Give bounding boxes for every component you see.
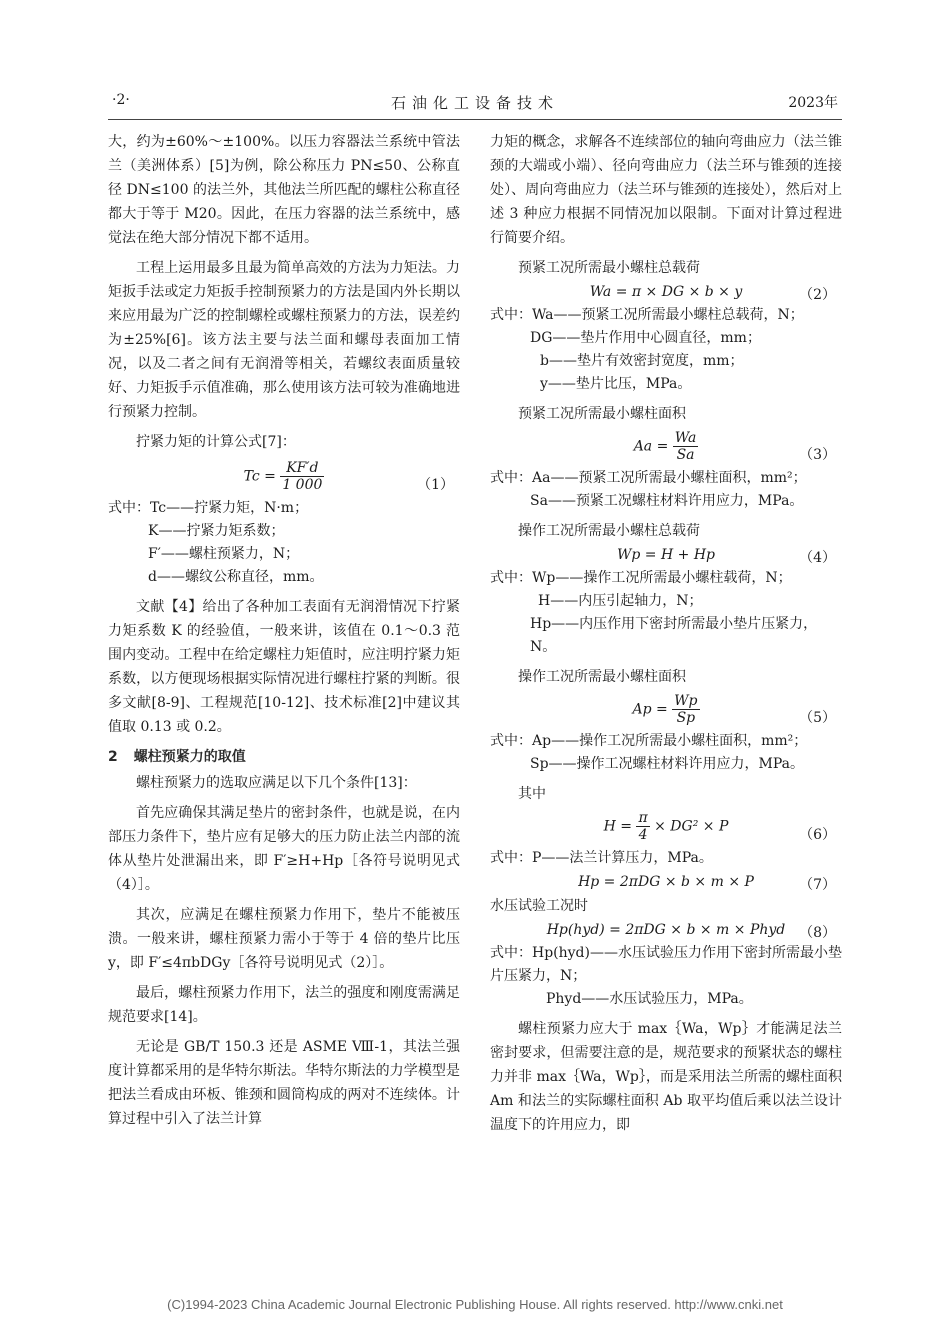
variable-def: 式中：P——法兰计算压力，MPa。 [490, 850, 713, 866]
paragraph: 其次，应满足在螺柱预紧力作用下，垫片不能被压溃。一般来讲，螺柱预紧力需小于等于 4 倍的垫片比压 y，即 F′≤4πbDGy［各符号说明见式（2）］。 [108, 907, 460, 971]
paragraph: 螺柱预紧力应大于 max｛Wa，Wp｝才能满足法兰密封要求，但需要注意的是，规范要求的预紧状态的螺柱力并非 max｛Wa，Wp｝，而是采用法兰所需的螺柱面积 Am 和法兰的实际螺柱面积 Ab 取平均值后乘以法兰设计温度下的许用应力，即 [490, 1021, 842, 1133]
equation-6 [490, 810, 842, 843]
paragraph: 文献【4】给出了各种加工表面有无润滑情况下拧紧力矩系数 K 的经验值，一般来讲，该值在 0.1～0.3 范围内变动。工程中在给定螺柱力矩值时，应注明拧紧力矩系数，以方便现场根据实际情况进行螺柱拧紧的判断。很多文献[8-9]、工程规范[10-12]、技术标准[2]中建议其值取 0.13 或 0.2。 [108, 599, 460, 735]
equation-body: Wa = π × DG × b × y [589, 284, 743, 300]
variable-list [490, 467, 842, 513]
fraction-denominator: Sa [676, 447, 695, 463]
variable-def: y——垫片比压，MPa。 [540, 376, 692, 392]
variable-def: DG——垫片作用中心圆直径，mm； [530, 330, 761, 346]
equation-4 [490, 547, 842, 566]
fraction-denominator: 4 [638, 827, 648, 843]
paragraph: 力矩的概念，求解各不连续部位的轴向弯曲应力（法兰锥颈的大端或小端）、径向弯曲应力（法兰环与锥颈的连接处）、周向弯曲应力（法兰环与锥颈的连接处），然后对上述 3 种应力根据不同情况加以限制。下面对计算过程进行简要介绍。 [490, 134, 842, 246]
paragraph: 大，约为±60%～±100%。以压力容器法兰系统中管法兰（美洲体系）[5]为例，除公称压力 PN≤50、公称直径 DN≤100 的法兰外，其他法兰所匹配的螺柱公称直径都大于等于 M20。因此，在压力容器的法兰系统中，感觉法在绝大部分情况下都不适用。 [108, 134, 460, 246]
equation-number: （5） [799, 710, 836, 726]
equation-number: （4） [799, 550, 836, 566]
equation-5 [490, 693, 842, 726]
variable-def: 式中：Wp——操作工况所需最小螺柱载荷，N； [490, 570, 792, 586]
equation-8 [490, 922, 842, 941]
equation-number: （8） [799, 925, 836, 941]
formula-intro: 其中 [518, 786, 546, 802]
right-column [490, 130, 842, 1143]
equation-body: Hp = 2πDG × b × m × P [578, 874, 754, 890]
equation-fraction [280, 460, 324, 493]
journal-title: 石油化工设备技术 [390, 94, 559, 112]
equation-body: Wp = H + Hp [617, 547, 715, 563]
equation-number: （3） [799, 447, 836, 463]
variable-def: Sp——操作工况螺柱材料许用应力，MPa。 [530, 756, 805, 772]
copyright-footer: (C)1994-2023 China Academic Journal Electronic Publishing House. All rights reserved. http://www.cnki.net [167, 1297, 783, 1312]
equation-number: （2） [799, 287, 836, 303]
formula-intro: 预紧工况所需最小螺柱面积 [518, 406, 686, 422]
variable-def: F′——螺柱预紧力，N； [148, 546, 300, 562]
variable-def: Sa——预紧工况螺柱材料许用应力，MPa。 [530, 493, 804, 509]
equation-lhs: H = [603, 818, 632, 835]
paragraph: 螺柱预紧力的选取应满足以下几个条件[13]： [136, 775, 417, 791]
variable-def: 式中：Hp(hyd)——水压试验压力作用下密封所需最小垫片压紧力，N； [490, 945, 842, 984]
equation-2 [490, 284, 842, 303]
header-rule [108, 119, 842, 120]
paragraph: 工程上运用最多且最为简单高效的方法为力矩法。力矩扳手法或定力矩扳手控制预紧力的方法是国内外长期以来应用最为广泛的控制螺栓或螺柱预紧力的方法，误差约为±25%[6]。该方法主要与法兰面和螺母表面加工情况，以及二者之间有无润滑等相关，若螺纹表面质量较好、力矩扳手示值准确，那么使用该方法可较为准确地进行预紧力控制。 [108, 260, 460, 420]
equation-fraction [672, 693, 699, 726]
variable-def: 式中：Wa——预紧工况所需最小螺柱总载荷，N； [490, 307, 804, 323]
fraction-numerator: Wa [674, 430, 697, 446]
fraction-numerator: Wp [674, 693, 698, 709]
equation-lhs: Aa = [633, 438, 669, 455]
equation-number: （7） [799, 877, 836, 893]
equation-3 [490, 430, 842, 463]
variable-def: 式中：Tc——拧紧力矩，N·m； [108, 500, 309, 516]
variable-def: Phyd——水压试验压力，MPa。 [546, 991, 753, 1007]
equation-number: （1） [417, 477, 454, 493]
fraction-numerator: KF′d [280, 460, 324, 477]
equation-7 [490, 874, 842, 893]
variable-list [490, 847, 842, 870]
variable-def: 式中：Aa——预紧工况所需最小螺柱面积，mm²； [490, 470, 807, 486]
section-heading [108, 745, 460, 769]
equation-fraction [673, 430, 699, 463]
journal-year: 2023年 [788, 95, 838, 111]
variable-list [108, 497, 460, 589]
variable-def: b——垫片有效密封宽度，mm； [540, 353, 744, 369]
variable-list [490, 304, 842, 396]
section-title: 螺柱预紧力的取值 [133, 749, 246, 765]
fraction-numerator: π [638, 810, 648, 826]
variable-def: K——拧紧力矩系数； [148, 523, 285, 539]
paragraph: 首先应确保其满足垫片的密封条件，也就是说，在内部压力条件下，垫片应有足够大的压力防止法兰内部的流体从垫片处泄漏出来，即 F′≥H+Hp［各符号说明见式（4）］。 [108, 805, 460, 893]
equation-rhs: × DG² × P [654, 818, 729, 835]
equation-fraction [636, 810, 649, 843]
section-number: 2 [108, 749, 118, 765]
fraction-denominator: 1 000 [282, 477, 323, 493]
formula-intro: 操作工况所需最小螺柱总载荷 [518, 523, 700, 539]
equation-lhs: Ap = [632, 701, 668, 718]
paragraph: 拧紧力矩的计算公式[7]： [136, 434, 296, 450]
page-number: ·2· [112, 92, 130, 108]
variable-list [490, 730, 842, 776]
variable-list [490, 567, 842, 659]
variable-def: 式中：Ap——操作工况所需最小螺柱面积，mm²； [490, 733, 808, 749]
formula-intro: 操作工况所需最小螺柱面积 [518, 669, 686, 685]
fraction-denominator: Sp [676, 710, 696, 726]
equation-lhs: Tc = [243, 468, 276, 485]
paragraph: 最后，螺柱预紧力作用下，法兰的强度和刚度需满足规范要求[14]。 [108, 985, 460, 1025]
equation-1 [108, 460, 460, 493]
formula-intro: 预紧工况所需最小螺柱总载荷 [518, 260, 700, 276]
variable-list [490, 942, 842, 1011]
paragraph: 无论是 GB/T 150.3 还是 ASME Ⅷ-1，其法兰强度计算都采用的是华特尔斯法。华特尔斯法的力学模型是把法兰看成由环板、锥颈和圆筒构成的两对不连续体。计算过程中引入了法兰计算 [108, 1039, 460, 1127]
left-column [108, 130, 460, 1137]
equation-number: （6） [799, 827, 836, 843]
variable-def: Hp——内压作用下密封所需最小垫片压紧力，N。 [530, 616, 818, 655]
formula-intro: 水压试验工况时 [490, 898, 588, 914]
variable-def: d——螺纹公称直径，mm。 [148, 569, 324, 585]
equation-body: Hp(hyd) = 2πDG × b × m × Phyd [546, 922, 786, 938]
variable-def: H——内压引起轴力，N； [538, 593, 703, 609]
